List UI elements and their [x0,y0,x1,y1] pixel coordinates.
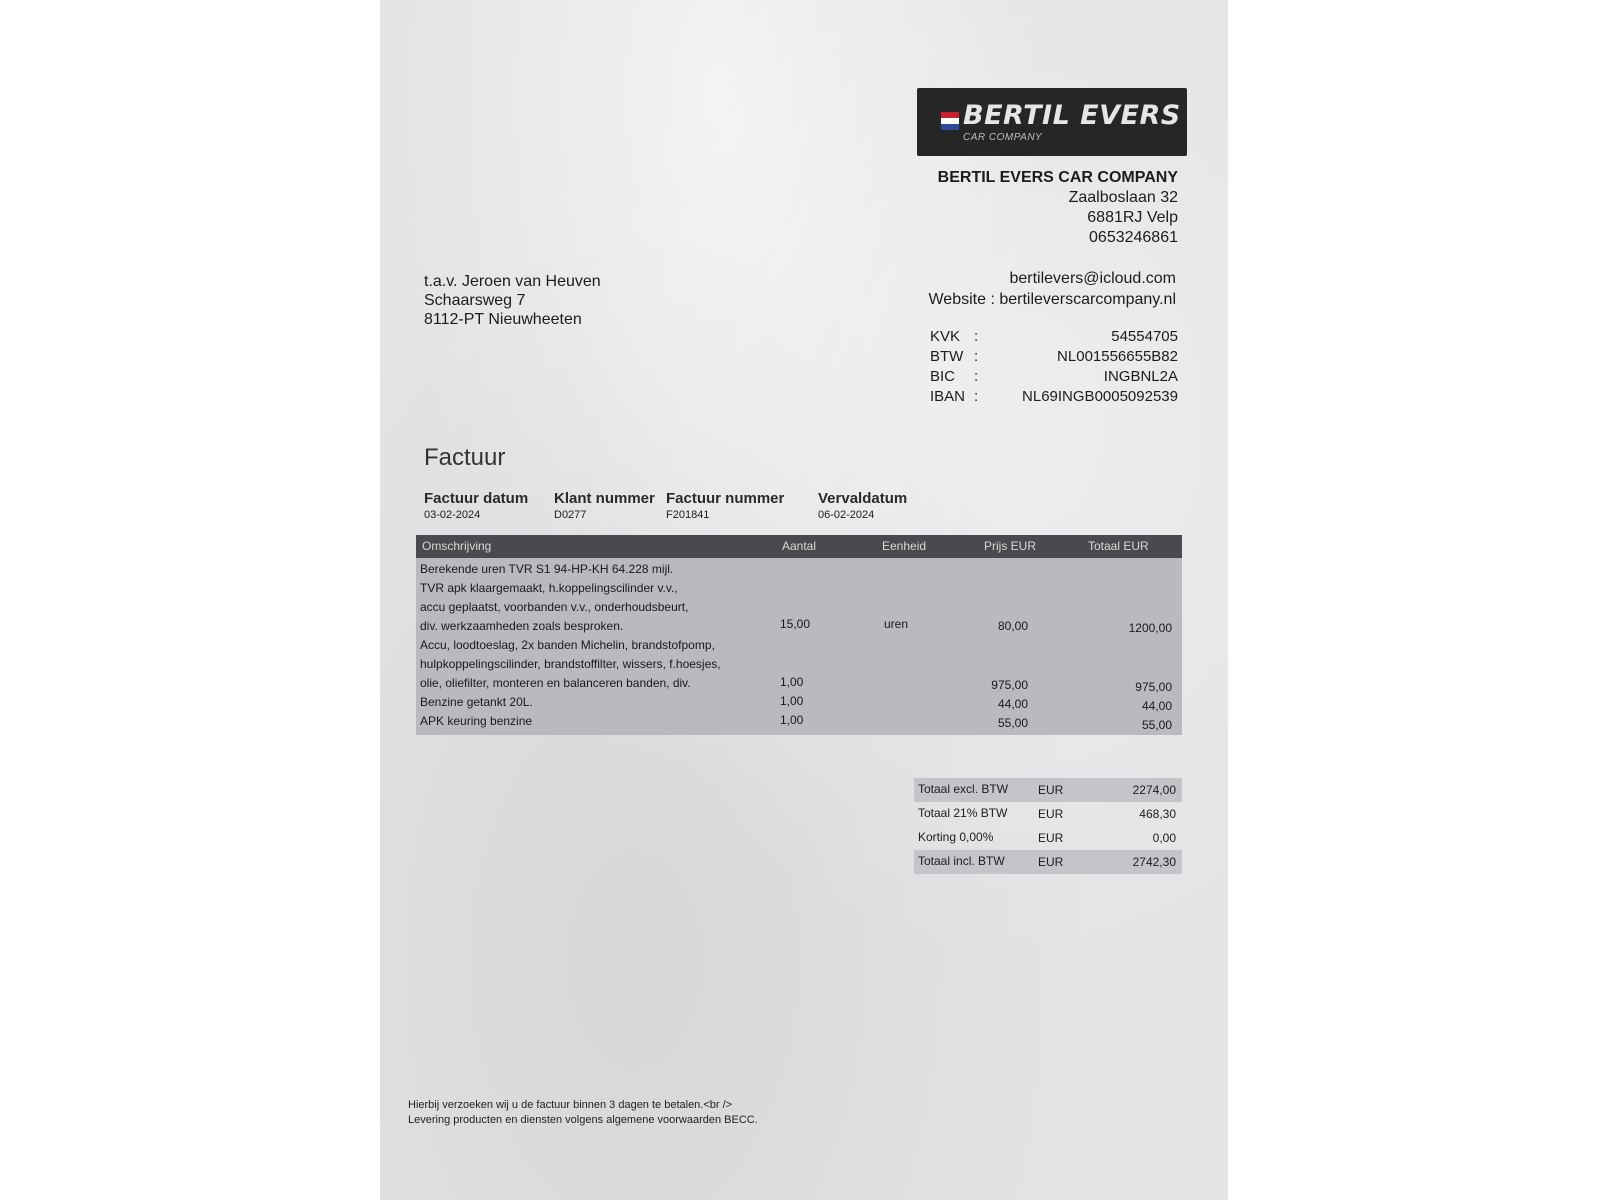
payment-terms-line: Hierbij verzoeken wij u de factuur binnen 3 dagen te betalen.<br /> [408,1099,733,1111]
company-address [820,168,1178,248]
registration-row [930,368,1178,388]
totals-value: 0,00 [1152,831,1176,845]
meta-label: Factuur datum [424,490,529,507]
totals-value: 2274,00 [1132,783,1176,797]
registration-row [930,328,1178,348]
recipient-street: Schaarsweg 7 [424,292,526,309]
row-quantity: 15,00 [780,617,811,631]
row-quantity: 1,00 [780,713,804,727]
description-line: Berekende uren TVR S1 94-HP-KH 64.228 mijl. [420,562,674,576]
company-name: BERTIL EVERS CAR COMPANY [937,169,1178,186]
row-price: 44,00 [997,697,1028,711]
registration-value: NL69INGB0005092539 [1022,388,1178,405]
description-line: div. werkzaamheden zoals besproken. [420,619,624,633]
row-unit: uren [884,617,909,631]
registration-row [930,348,1178,368]
registration-colon: : [974,388,979,405]
header-description: Omschrijving [422,539,492,553]
header-price: Prijs EUR [984,539,1037,553]
registration-key: IBAN [930,388,966,405]
table-header [416,535,1182,558]
registration-key: BTW [930,348,964,365]
description-line: accu geplaatst, voorbanden v.v., onderhoudsbeurt, [420,600,689,614]
registration-colon: : [974,368,979,385]
meta-label: Factuur nummer [666,490,785,507]
registration-value: NL001556655B82 [1057,348,1178,365]
row-price: 55,00 [997,716,1028,730]
company-website: Website : bertileverscarcompany.nl [928,291,1176,308]
company-street: Zaalboslaan 32 [1068,189,1178,206]
meta-value: D0277 [554,509,587,521]
meta-label: Klant nummer [554,490,655,507]
description-line: Benzine getankt 20L. [420,695,533,709]
meta-value: 03-02-2024 [424,509,481,521]
company-city: 6881RJ Velp [1087,209,1178,226]
totals-table [914,778,1182,874]
totals-value: 2742,30 [1132,855,1176,869]
company-email: bertilevers@icloud.com [1009,270,1176,287]
totals-currency: EUR [1038,831,1064,845]
totals-row [914,850,1182,874]
recipient-city: 8112-PT Nieuwheeten [424,311,582,328]
terms-conditions-line: Levering producten en diensten volgens algemene voorwaarden BECC. [408,1114,758,1126]
meta-invoice-date [424,490,528,521]
invoice-items-table [416,535,1182,735]
row-total: 55,00 [1141,718,1172,732]
totals-value: 468,30 [1139,807,1176,821]
meta-value: 06-02-2024 [818,509,875,521]
totals-currency: EUR [1038,855,1064,869]
description-line: olie, oliefilter, monteren en balanceren banden, div. [420,676,691,690]
totals-currency: EUR [1038,807,1064,821]
logo-subtitle: CAR COMPANY [963,132,1043,143]
totals-label: Totaal incl. BTW [918,854,1005,868]
meta-label: Vervaldatum [818,490,908,507]
registration-value: 54554705 [1111,328,1178,345]
registration-key: KVK [930,328,961,345]
totals-label: Totaal excl. BTW [918,782,1009,796]
description-line: APK keuring benzine [420,714,533,728]
meta-value: F201841 [666,509,710,521]
row-total: 44,00 [1141,699,1172,713]
registration-colon: : [974,328,979,345]
totals-currency: EUR [1038,783,1064,797]
row-price: 80,00 [997,619,1028,633]
meta-invoice-number [666,490,784,521]
registration-value: INGBNL2A [1103,368,1178,385]
logo-name: BERTIL EVERS [963,100,1181,131]
description-line: Accu, loodtoeslag, 2x banden Michelin, brandstofpomp, [420,638,715,652]
totals-row [914,778,1182,802]
header-total: Totaal EUR [1088,539,1149,553]
registration-details [930,328,1178,408]
totals-label: Korting 0,00% [918,830,994,844]
totals-row [914,826,1182,850]
meta-customer-number [554,490,655,521]
header-unit: Eenheid [882,539,927,553]
company-contact [820,268,1176,310]
row-total: 975,00 [1135,680,1172,694]
description-line: TVR apk klaargemaakt, h.koppelingscilinder v.v., [420,581,678,595]
totals-row [914,802,1182,826]
registration-row [930,388,1178,408]
totals-label: Totaal 21% BTW [918,806,1008,820]
header-quantity: Aantal [782,539,817,553]
payment-terms [408,1098,758,1128]
description-line: hulpkoppelingscilinder, brandstoffilter, wissers, f.hoesjes, [420,657,721,671]
row-total: 1200,00 [1128,621,1172,635]
meta-due-date [818,490,907,521]
dutch-flag-icon [941,112,959,130]
row-price: 975,00 [991,678,1028,692]
row-quantity: 1,00 [780,675,804,689]
registration-colon: : [974,348,979,365]
flag-stripe-blue [941,124,959,130]
recipient-attention: t.a.v. Jeroen van Heuven [424,273,601,290]
recipient-address [424,272,601,329]
company-logo [917,88,1187,156]
registration-key: BIC [930,368,956,385]
company-phone: 0653246861 [1089,229,1178,246]
row-quantity: 1,00 [780,694,804,708]
invoice-paper [380,0,1228,1200]
document-title: Factuur [424,444,506,471]
